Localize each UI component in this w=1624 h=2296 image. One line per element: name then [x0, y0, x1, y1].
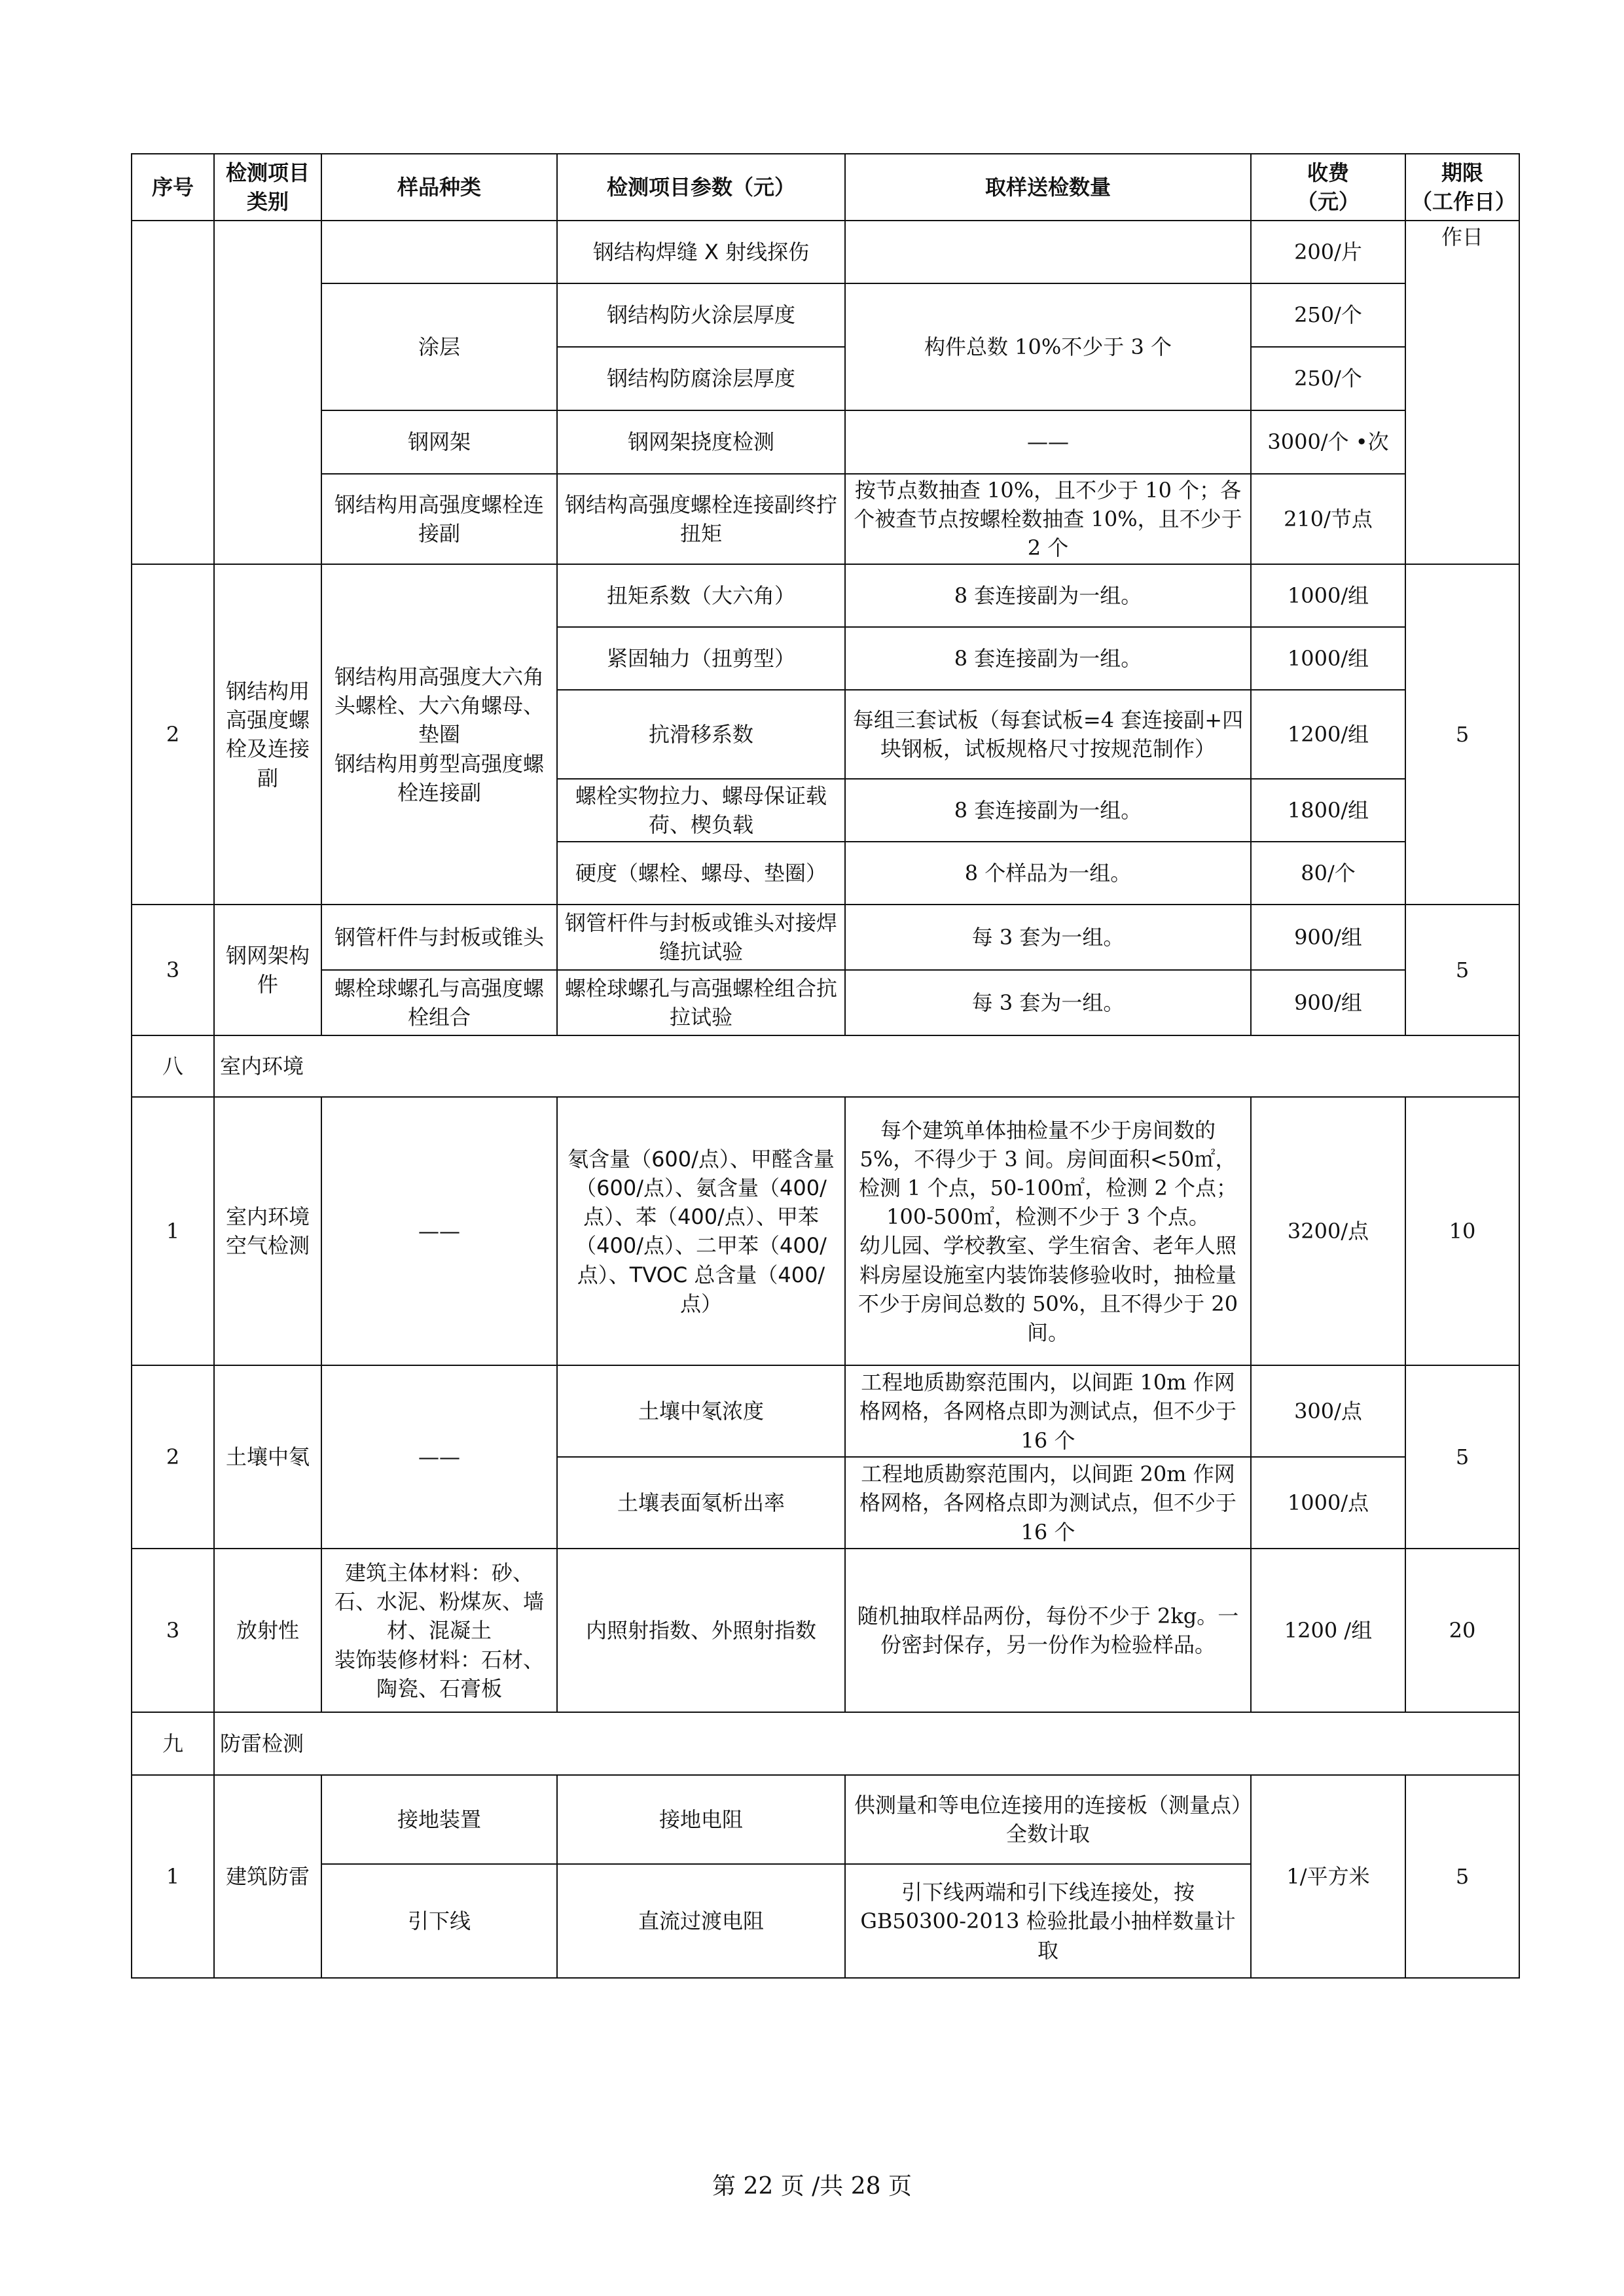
quantity-cell: 按节点数抽查 10%，且不少于 10 个；各个被查节点按螺栓数抽查 10%，且不少于 2 个	[845, 474, 1251, 564]
category-cell	[214, 221, 321, 564]
param-cell: 抗滑移系数	[557, 690, 845, 779]
sample-cell: ——	[321, 1365, 557, 1549]
section-title: 室内环境	[214, 1035, 1519, 1097]
param-cell: 土壤中氡浓度	[557, 1365, 845, 1457]
sample-cell: 钢管杆件与封板或锥头	[321, 905, 557, 970]
fee-cell: 3000/个 •次	[1251, 410, 1405, 474]
quantity-paragraph: 每个建筑单体抽检量不少于房间数的 5%，不得少于 3 间。房间面积<50㎡，检测 1 个点，50-100㎡，检测 2 个点；100-500㎡，检测不少于 3 个点。	[858, 1117, 1238, 1230]
table-row	[132, 905, 1519, 970]
param-cell: 螺栓实物拉力、螺母保证载荷、楔负载	[557, 779, 845, 842]
section-row	[132, 1712, 1519, 1775]
param-cell: 氡含量（600/点）、甲醛含量（600/点）、氨含量（400/点）、苯（400/点）、甲苯（400/点）、二甲苯（400/点）、TVOC 总含量（400/点）	[557, 1097, 845, 1365]
table-row	[132, 1549, 1519, 1712]
quantity-cell: 工程地质勘察范围内，以间距 20m 作网格网格，各网格点即为测试点，但不少于 16 个	[845, 1457, 1251, 1549]
quantity-cell: ——	[845, 410, 1251, 474]
header-seq: 序号	[132, 154, 214, 221]
category-cell: 建筑防雷	[214, 1775, 321, 1978]
period-cell: 5	[1405, 1365, 1519, 1549]
period-cell: 10	[1405, 1097, 1519, 1365]
sample-cell: 涂层	[321, 283, 557, 410]
period-cell: 5	[1405, 564, 1519, 905]
fee-cell: 900/组	[1251, 970, 1405, 1035]
fee-cell: 1200/组	[1251, 690, 1405, 779]
quantity-cell: 每组三套试板（每套试板=4 套连接副+四块钢板，试板规格尺寸按规范制作）	[845, 690, 1251, 779]
fee-cell: 1000/点	[1251, 1457, 1405, 1549]
quantity-cell: 工程地质勘察范围内，以间距 10m 作网格网格，各网格点即为测试点，但不少于 16 个	[845, 1365, 1251, 1457]
fee-cell: 1200 /组	[1251, 1549, 1405, 1712]
quantity-cell: 8 个样品为一组。	[845, 842, 1251, 905]
test-fee-table	[131, 153, 1520, 1979]
sample-cell: 钢结构用高强度大六角头螺栓、大六角螺母、垫圈 钢结构用剪型高强度螺栓连接副	[321, 564, 557, 905]
seq-cell	[132, 221, 214, 564]
param-cell: 钢结构焊缝 X 射线探伤	[557, 221, 845, 283]
table-row	[132, 1775, 1519, 1864]
param-cell: 内照射指数、外照射指数	[557, 1549, 845, 1712]
page-footer: 第 22 页 /共 28 页	[712, 2173, 912, 2200]
category-cell: 室内环境空气检测	[214, 1097, 321, 1365]
fee-cell: 80/个	[1251, 842, 1405, 905]
table-row	[132, 970, 1519, 1035]
seq-cell: 2	[132, 1365, 214, 1549]
seq-cell: 1	[132, 1097, 214, 1365]
fee-cell: 1000/组	[1251, 564, 1405, 627]
param-cell: 紧固轴力（扭剪型）	[557, 627, 845, 690]
table-row	[132, 564, 1519, 627]
header-quantity: 取样送检数量	[845, 154, 1251, 221]
category-cell: 土壤中氡	[214, 1365, 321, 1549]
header-param: 检测项目参数（元）	[557, 154, 845, 221]
period-cell: 作日	[1405, 221, 1519, 564]
param-cell: 直流过渡电阻	[557, 1864, 845, 1978]
header-sample: 样品种类	[321, 154, 557, 221]
fee-cell: 1800/组	[1251, 779, 1405, 842]
quantity-cell: 每 3 套为一组。	[845, 970, 1251, 1035]
fee-cell: 900/组	[1251, 905, 1405, 970]
quantity-cell: 8 套连接副为一组。	[845, 627, 1251, 690]
sample-cell: ——	[321, 1097, 557, 1365]
param-cell: 接地电阻	[557, 1775, 845, 1864]
param-cell: 钢结构防腐涂层厚度	[557, 347, 845, 410]
table-row	[132, 1365, 1519, 1457]
seq-cell: 2	[132, 564, 214, 905]
table-row	[132, 283, 1519, 347]
header-category: 检测项目类别	[214, 154, 321, 221]
table-header-row	[132, 154, 1519, 221]
quantity-cell: 8 套连接副为一组。	[845, 779, 1251, 842]
section-title: 防雷检测	[214, 1712, 1519, 1775]
category-cell: 钢网架构件	[214, 905, 321, 1035]
quantity-cell: 随机抽取样品两份，每份不少于 2kg。一份密封保存，另一份作为检验样品。	[845, 1549, 1251, 1712]
section-number: 八	[132, 1035, 214, 1097]
quantity-cell	[845, 221, 1251, 283]
seq-cell: 3	[132, 905, 214, 1035]
category-cell: 钢结构用高强度螺栓及连接副	[214, 564, 321, 905]
header-fee: 收费 （元）	[1251, 154, 1405, 221]
param-cell: 土壤表面氡析出率	[557, 1457, 845, 1549]
fee-cell: 200/片	[1251, 221, 1405, 283]
param-cell: 扭矩系数（大六角）	[557, 564, 845, 627]
param-cell: 钢管杆件与封板或锥头对接焊缝抗试验	[557, 905, 845, 970]
param-cell: 钢网架挠度检测	[557, 410, 845, 474]
table-row	[132, 1097, 1519, 1365]
sample-cell: 钢结构用高强度螺栓连接副	[321, 474, 557, 564]
param-cell: 硬度（螺栓、螺母、垫圈）	[557, 842, 845, 905]
fee-cell: 250/个	[1251, 347, 1405, 410]
quantity-cell	[845, 1097, 1251, 1365]
fee-cell: 210/节点	[1251, 474, 1405, 564]
quantity-cell: 构件总数 10%不少于 3 个	[845, 283, 1251, 410]
section-number: 九	[132, 1712, 214, 1775]
seq-cell: 1	[132, 1775, 214, 1978]
sample-cell: 螺栓球螺孔与高强度螺栓组合	[321, 970, 557, 1035]
sample-cell: 接地装置	[321, 1775, 557, 1864]
period-cell: 20	[1405, 1549, 1519, 1712]
fee-cell: 250/个	[1251, 283, 1405, 347]
quantity-cell: 引下线两端和引下线连接处，按 GB50300-2013 检验批最小抽样数量计取	[845, 1864, 1251, 1978]
header-period: 期限 （工作日）	[1405, 154, 1519, 221]
quantity-paragraph: 幼儿园、学校教室、学生宿舍、老年人照料房屋设施室内装饰装修验收时，抽检量不少于房间总数的 50%，且不得少于 20 间。	[857, 1233, 1238, 1345]
quantity-cell: 每 3 套为一组。	[845, 905, 1251, 970]
category-cell: 放射性	[214, 1549, 321, 1712]
quantity-cell: 供测量和等电位连接用的连接板（测量点）全数计取	[845, 1775, 1251, 1864]
fee-cell: 1/平方米	[1251, 1775, 1405, 1978]
table-row	[132, 221, 1519, 283]
table-row	[132, 474, 1519, 564]
fee-cell: 1000/组	[1251, 627, 1405, 690]
sample-cell	[321, 221, 557, 283]
period-cell: 5	[1405, 1775, 1519, 1978]
seq-cell: 3	[132, 1549, 214, 1712]
sample-cell: 引下线	[321, 1864, 557, 1978]
param-cell: 钢结构防火涂层厚度	[557, 283, 845, 347]
sample-cell: 建筑主体材料：砂、石、水泥、粉煤灰、墙材、混凝土 装饰装修材料：石材、陶瓷、石膏板	[321, 1549, 557, 1712]
param-cell: 钢结构高强度螺栓连接副终拧扭矩	[557, 474, 845, 564]
fee-cell: 300/点	[1251, 1365, 1405, 1457]
fee-cell: 3200/点	[1251, 1097, 1405, 1365]
table-row	[132, 410, 1519, 474]
sample-cell: 钢网架	[321, 410, 557, 474]
quantity-cell: 8 套连接副为一组。	[845, 564, 1251, 627]
param-cell: 螺栓球螺孔与高强螺栓组合抗拉试验	[557, 970, 845, 1035]
period-cell: 5	[1405, 905, 1519, 1035]
section-row	[132, 1035, 1519, 1097]
